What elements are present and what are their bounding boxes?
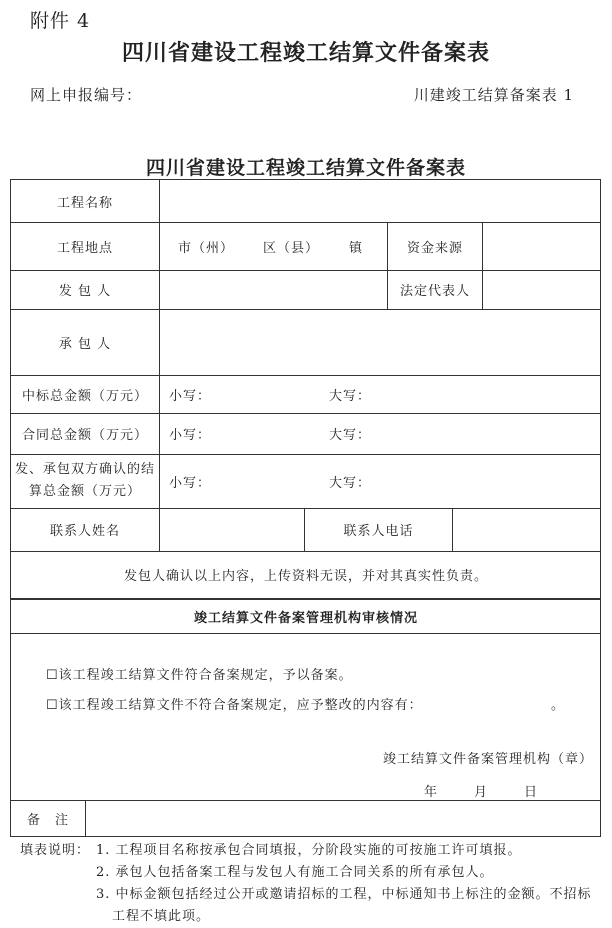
approve-option[interactable]: ☐该工程竣工结算文件符合备案规定，予以备案。 <box>46 667 353 683</box>
contact-name-field[interactable] <box>160 508 304 551</box>
location-city: 市（州） <box>177 240 234 256</box>
document-title: 四川省建设工程竣工结算文件备案表 <box>121 41 490 66</box>
instructions-prefix: 填表说明： <box>20 843 91 858</box>
contact-phone-label: 联系人电话 <box>343 524 414 539</box>
location-town: 镇 <box>348 240 363 256</box>
date-day-label: 日 <box>524 784 539 800</box>
fund-source-label: 资金来源 <box>406 240 463 256</box>
contact-phone-field[interactable] <box>453 508 601 551</box>
table-title: 四川省建设工程竣工结算文件备案表 <box>145 157 466 179</box>
fund-source-field[interactable] <box>483 222 601 270</box>
instruction-item: 1. 工程项目名称按承包合同填报，分阶段实施的可按施工许可填报。 <box>96 843 522 858</box>
project-name-field[interactable] <box>160 180 601 222</box>
contract-amount-lowercase[interactable]: 小写： <box>169 428 212 443</box>
reject-option-end: 。 <box>551 697 566 713</box>
reject-option[interactable]: ☐该工程竣工结算文件不符合备案规定，应予整改的内容有： <box>46 697 423 713</box>
contractee-field[interactable] <box>160 270 387 309</box>
contractee-confirmation: 发包人确认以上内容，上传资料无误，并对其真实性负责。 <box>123 569 488 584</box>
settlement-amount-label-line2: 算总金额（万元） <box>28 484 141 499</box>
remarks-label: 备 注 <box>26 813 69 828</box>
contractor-field[interactable] <box>160 309 601 375</box>
settlement-amount-lowercase[interactable]: 小写： <box>169 475 212 491</box>
contact-name-label: 联系人姓名 <box>49 524 120 539</box>
filing-form-table <box>10 179 601 837</box>
attachment-label: 附件 4 <box>30 10 91 32</box>
settlement-amount-uppercase[interactable]: 大写： <box>329 475 372 491</box>
date-month-label: 月 <box>474 784 489 800</box>
bid-amount-uppercase[interactable]: 大写： <box>329 388 372 404</box>
date-year-label: 年 <box>424 784 439 800</box>
form-code-label: 川建竣工结算备案表 1 <box>413 86 574 104</box>
review-section-title: 竣工结算文件备案管理机构审核情况 <box>193 610 418 626</box>
project-location-label: 工程地点 <box>56 240 113 256</box>
instruction-item: 3. 中标金额包括经过公开或邀请招标的工程，中标通知书上标注的金额。不招标 <box>96 887 592 902</box>
contract-amount-uppercase[interactable]: 大写： <box>329 428 372 443</box>
location-district: 区（县） <box>262 240 319 256</box>
instruction-item-continued: 工程不填此项。 <box>112 909 211 924</box>
legal-representative-label: 法定代表人 <box>399 284 470 299</box>
row-divider <box>11 633 600 634</box>
contractor-label: 承 包 人 <box>58 336 112 352</box>
project-name-label: 工程名称 <box>56 195 113 211</box>
legal-representative-field[interactable] <box>483 270 601 309</box>
contractee-label: 发 包 人 <box>58 284 112 299</box>
remarks-field[interactable] <box>86 800 601 837</box>
settlement-amount-label-line1: 发、承包双方确认的结 <box>14 462 155 477</box>
contract-amount-label: 合同总金额（万元） <box>21 428 148 443</box>
agency-signature-label: 竣工结算文件备案管理机构（章） <box>383 751 594 767</box>
settlement-amount-label <box>11 454 159 508</box>
bid-amount-lowercase[interactable]: 小写： <box>169 388 212 404</box>
instruction-item: 2. 承包人包括备案工程与发包人有施工合同关系的所有承包人。 <box>96 865 494 880</box>
report-number-label: 网上申报编号： <box>30 86 143 104</box>
bid-amount-label: 中标总金额（万元） <box>21 388 148 404</box>
